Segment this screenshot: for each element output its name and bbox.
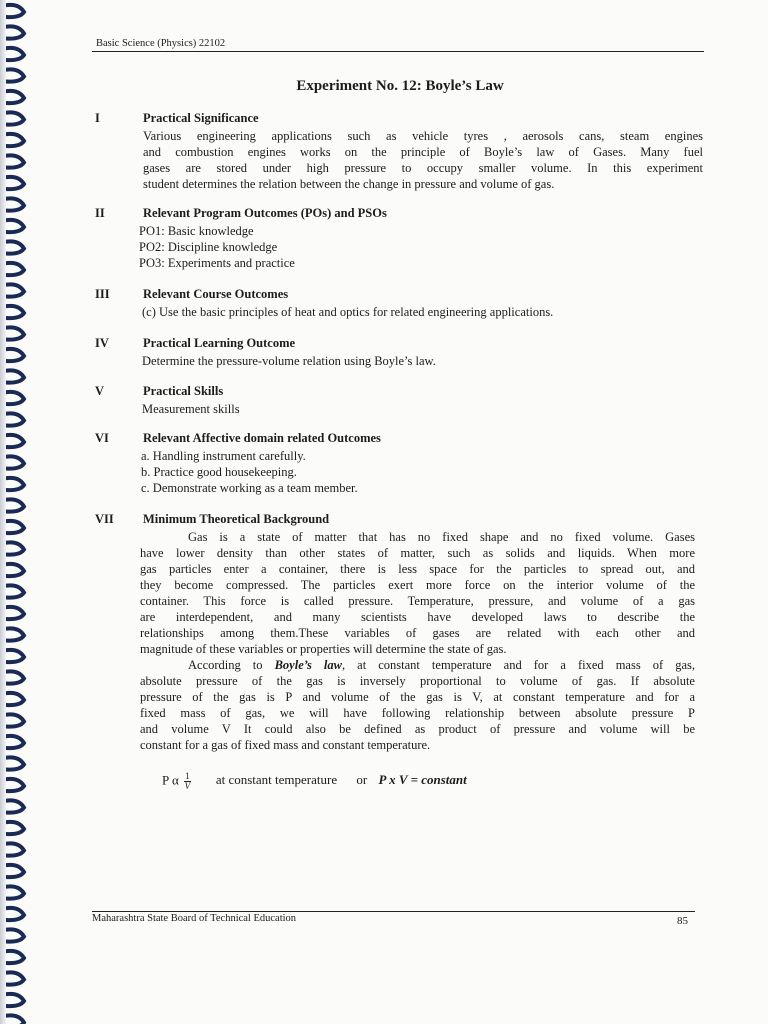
page-number: 85 — [677, 915, 688, 927]
list-item: PO1: Basic knowledge — [139, 224, 254, 238]
section-heading: Relevant Affective domain related Outcomes — [143, 431, 381, 445]
body-line: Determine the pressure-volume relation using Boyle’s law. — [142, 354, 436, 368]
page-header: Basic Science (Physics) 22102 — [96, 38, 226, 49]
section-number: III — [95, 287, 110, 301]
formula-condition: at constant temperature — [215, 772, 338, 788]
body-text: According to — [188, 658, 275, 672]
section-heading: Practical Significance — [143, 111, 259, 125]
section-number: IV — [95, 336, 109, 350]
body-line — [140, 657, 695, 673]
section-number: VI — [95, 431, 109, 445]
section-number: II — [95, 206, 105, 220]
body-line: fixed mass of gas, we will have following relationship between absolute pressure P — [140, 706, 695, 720]
section-number: I — [95, 111, 100, 125]
body-line: absolute pressure of the gas is inversely proportional to volume of gas. If absolute — [140, 674, 695, 688]
boyles-law-formula — [162, 772, 467, 791]
section-number: VII — [95, 512, 114, 526]
section-number: V — [95, 384, 105, 398]
fraction-denominator: V — [184, 781, 191, 791]
body-line: Gas is a state of matter that has no fixed shape and no fixed volume. Gases — [188, 530, 695, 544]
formula-fraction — [184, 772, 191, 791]
body-line: pressure of the gas is P and volume of the gas is V, at constant temperature and for a — [140, 690, 695, 704]
section-heading: Minimum Theoretical Background — [143, 512, 330, 526]
body-line: have lower density than other states of matter, such as solids and liquids. When more — [140, 546, 695, 560]
body-line: they become compressed. The particles exert more force on the interior volume of the — [140, 578, 695, 592]
body-line: container. This force is called pressure. Temperature, pressure, and volume of a gas — [140, 594, 695, 608]
body-line: and combustion engines works on the principle of Boyle’s law of Gases. Many fuel — [143, 145, 703, 159]
formula-rhs: P x V = constant — [378, 772, 467, 788]
body-text: , at constant temperature and for a fixed mass of gas, — [341, 658, 696, 672]
body-line: gases are stored under high pressure to occupy smaller volume. In this experiment — [143, 161, 703, 175]
section-heading: Relevant Program Outcomes (POs) and PSOs — [143, 206, 387, 220]
section-heading: Relevant Course Outcomes — [143, 287, 289, 301]
body-line: magnitude of these variables or properties will determine the state of gas. — [140, 642, 507, 656]
list-item: PO3: Experiments and practice — [139, 256, 295, 270]
list-item: b. Practice good housekeeping. — [141, 465, 297, 479]
list-item: a. Handling instrument carefully. — [141, 449, 306, 463]
list-item: PO2: Discipline knowledge — [139, 240, 278, 254]
section-heading: Practical Skills — [143, 384, 224, 398]
body-line: constant for a gas of fixed mass and constant temperature. — [140, 738, 431, 752]
formula-lhs: P α — [162, 772, 179, 788]
body-line: relationships among them.These variables of gases are related with each other and — [140, 626, 695, 640]
list-item: c. Demonstrate working as a team member. — [141, 481, 358, 495]
body-line: gas particles enter a container, there is less space for the particles to spread out, and — [140, 562, 695, 576]
body-line: Measurement skills — [142, 402, 240, 416]
page-edge — [0, 0, 6, 1024]
fraction-numerator: 1 — [185, 771, 190, 781]
boyles-law-emphasis: Boyle’s law — [274, 658, 342, 672]
page-footer: Maharashtra State Board of Technical Education — [92, 913, 297, 924]
body-line: student determines the relation between the change in pressure and volume of gas. — [143, 177, 555, 191]
list-item: (c) Use the basic principles of heat and optics for related engineering applications. — [142, 305, 554, 319]
body-line: Various engineering applications such as vehicle tyres , aerosols cans, steam engines — [143, 129, 703, 143]
header-rule — [92, 51, 704, 52]
body-line: are interdependent, and many scientists have developed laws to describe the — [140, 610, 695, 624]
formula-or: or — [356, 772, 368, 788]
body-line: and volume V It could also be defined as product of pressure and volume will be — [140, 722, 695, 736]
footer-rule — [92, 911, 695, 912]
page-title: Experiment No. 12: Boyle’s Law — [296, 78, 504, 94]
section-heading: Practical Learning Outcome — [143, 336, 296, 350]
